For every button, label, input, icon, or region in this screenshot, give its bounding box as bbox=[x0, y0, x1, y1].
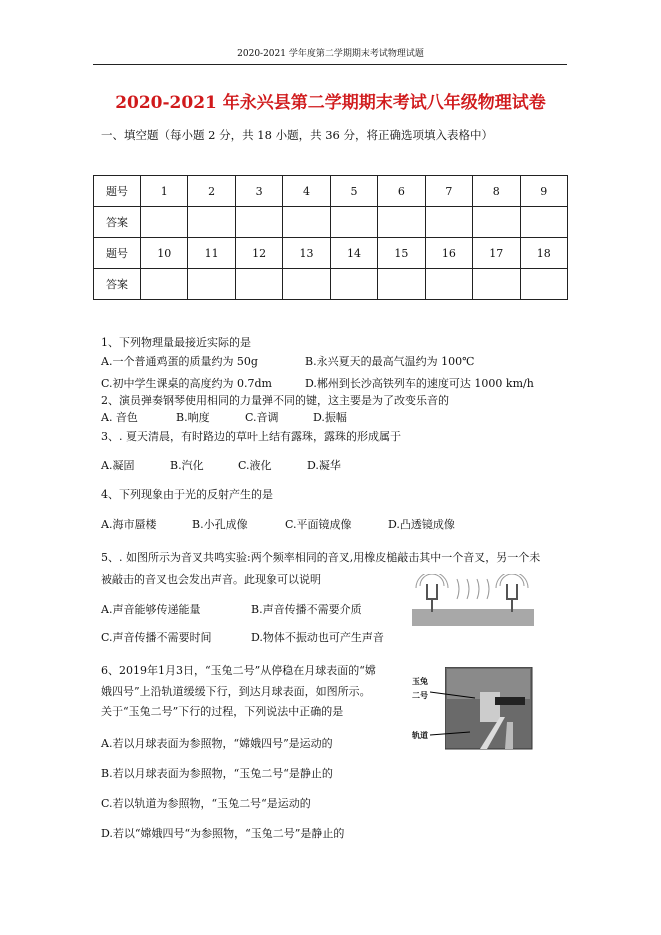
option: D.郴州到长沙高铁列车的速度可达 1000 km/h bbox=[305, 377, 534, 390]
cell: 11 bbox=[188, 238, 235, 269]
cell: 9 bbox=[520, 176, 568, 207]
header-rule bbox=[93, 64, 567, 65]
option: B.汽化 bbox=[170, 459, 204, 472]
answer-table bbox=[93, 175, 568, 300]
option: B.若以月球表面为参照物，“玉兔二号“是静止的 bbox=[101, 767, 333, 780]
figure-pointer-lines bbox=[430, 680, 490, 750]
table-row bbox=[94, 238, 568, 269]
cell: 8 bbox=[473, 176, 520, 207]
option: C.若以轨道为参照物，“玉兔二号“是运动的 bbox=[101, 797, 311, 810]
cell: 4 bbox=[283, 176, 330, 207]
table-row bbox=[94, 207, 568, 238]
cell: 12 bbox=[235, 238, 282, 269]
cell: 13 bbox=[283, 238, 330, 269]
cell: 14 bbox=[330, 238, 377, 269]
cell: 答案 bbox=[94, 269, 141, 300]
question-2: 2、演员弹奏钢琴使用相同的力量弹不同的键，这主要是为了改变乐音的 bbox=[101, 394, 449, 407]
question-3: 3、. 夏天清晨，有时路边的草叶上结有露珠，露珠的形成属于 bbox=[101, 430, 401, 443]
option: C.初中学生课桌的高度约为 0.7dm bbox=[101, 377, 272, 390]
option: D.若以“嫦娥四号“为参照物，“玉兔二号”是静止的 bbox=[101, 827, 345, 840]
option: B.永兴夏天的最高气温约为 100℃ bbox=[305, 355, 475, 368]
question-1: 1、下列物理量最接近实际的是 bbox=[101, 336, 251, 349]
option: A.若以月球表面为参照物，“嫦娥四号”是运动的 bbox=[101, 737, 333, 750]
cell: 题号 bbox=[94, 176, 141, 207]
cell: 16 bbox=[425, 238, 472, 269]
page-header: 2020-2021 学年度第二学期期末考试物理试题 bbox=[237, 49, 424, 59]
question-5-cont: 被敲击的音叉也会发出声音。此现象可以说明 bbox=[101, 573, 321, 586]
question-4: 4、下列现象由于光的反射产生的是 bbox=[101, 488, 273, 501]
option: C.音调 bbox=[245, 411, 279, 424]
option: C.液化 bbox=[238, 459, 272, 472]
option: D.振幅 bbox=[313, 411, 347, 424]
cell: 1 bbox=[141, 176, 188, 207]
figure-label: 轨道 bbox=[412, 730, 428, 740]
cell: 17 bbox=[473, 238, 520, 269]
figure-label: 玉兔 bbox=[412, 676, 428, 686]
section-heading: 一、填空题（每小题 2 分，共 18 小题，共 36 分，将正确选项填入表格中） bbox=[101, 128, 494, 142]
option: D.凝华 bbox=[307, 459, 341, 472]
cell: 7 bbox=[425, 176, 472, 207]
exam-title: 2020-2021 年永兴县第二学期期末考试八年级物理试卷 bbox=[115, 93, 546, 113]
table-row bbox=[94, 176, 568, 207]
option: A.海市蜃楼 bbox=[101, 518, 157, 531]
question-6-cont: 关于“玉兔二号”下行的过程，下列说法中正确的是 bbox=[101, 705, 344, 718]
figure-label: 二号 bbox=[412, 690, 428, 700]
option: A. 音色 bbox=[101, 411, 138, 424]
option: A.凝固 bbox=[101, 459, 135, 472]
question-6: 6、2019年1月3日，“玉兔二号”从停稳在月球表面的“嫦 bbox=[101, 664, 376, 677]
option: B.小孔成像 bbox=[192, 518, 248, 531]
option: B.响度 bbox=[176, 411, 210, 424]
cell: 题号 bbox=[94, 238, 141, 269]
cell: 10 bbox=[141, 238, 188, 269]
table-row bbox=[94, 269, 568, 300]
cell: 3 bbox=[235, 176, 282, 207]
cell: 18 bbox=[520, 238, 568, 269]
question-6-cont: 娥四号”上沿轨道缓缓下行，到达月球表面，如图所示。 bbox=[101, 685, 371, 698]
option: B.声音传播不需要介质 bbox=[251, 603, 362, 616]
option: D.物体不振动也可产生声音 bbox=[251, 631, 384, 644]
cell: 6 bbox=[378, 176, 425, 207]
cell: 15 bbox=[378, 238, 425, 269]
tuning-fork-figure bbox=[412, 574, 536, 628]
question-5: 5、. 如图所示为音叉共鸣实验:两个频率相同的音叉,用橡皮槌敲击其中一个音叉，另一个未 bbox=[101, 551, 541, 564]
cell: 5 bbox=[330, 176, 377, 207]
option: D.凸透镜成像 bbox=[388, 518, 455, 531]
option: C.声音传播不需要时间 bbox=[101, 631, 212, 644]
option: A.声音能够传递能量 bbox=[101, 603, 201, 616]
cell: 答案 bbox=[94, 207, 141, 238]
option: C.平面镜成像 bbox=[285, 518, 352, 531]
option: A.一个普通鸡蛋的质量约为 50g bbox=[101, 355, 258, 368]
cell: 2 bbox=[188, 176, 235, 207]
